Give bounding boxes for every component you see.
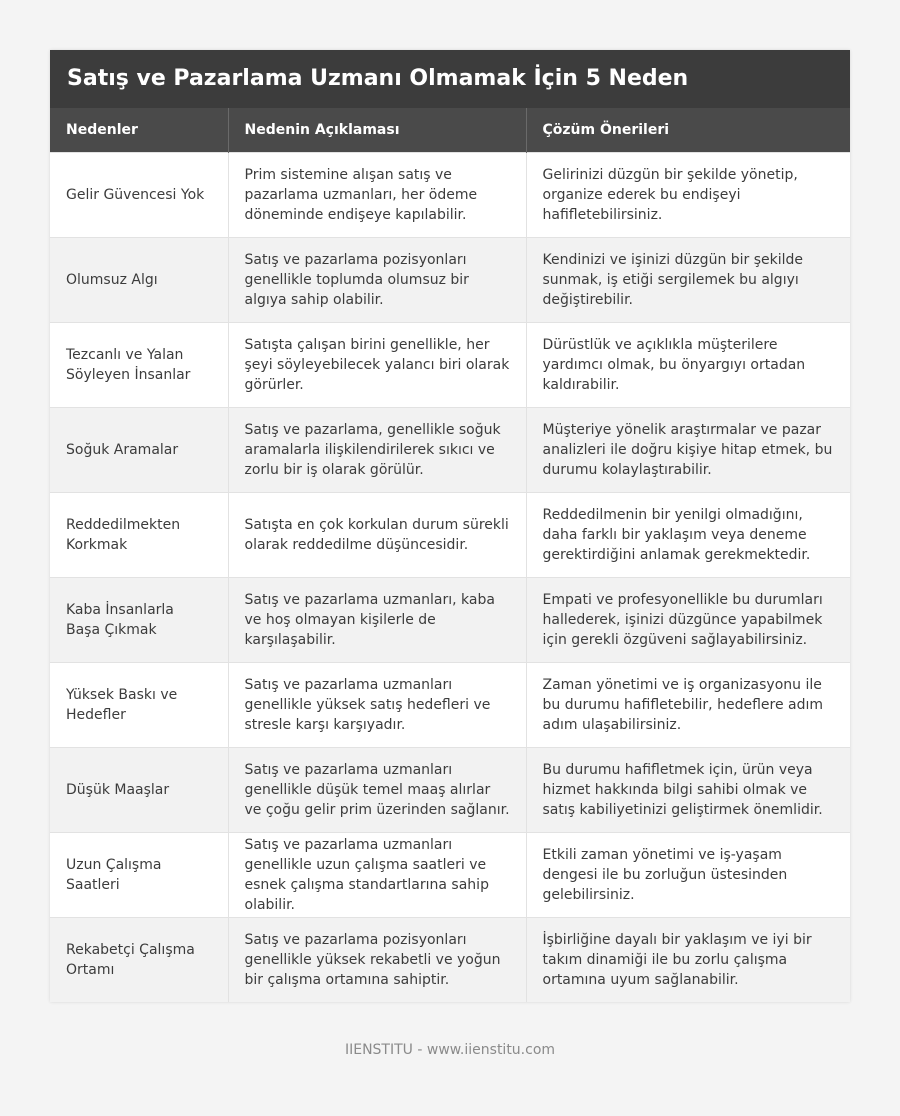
- explanation-cell: Satış ve pazarlama uzmanları genellikle uzun çalışma saatleri ve esnek çalışma standartlarına sahip olabilir.: [228, 832, 526, 917]
- explanation-cell: Satış ve pazarlama uzmanları, kaba ve hoş olmayan kişilerle de karşılaşabilir.: [228, 577, 526, 662]
- reason-cell: Soğuk Aramalar: [50, 407, 228, 492]
- table-row: [50, 577, 850, 662]
- reason-cell: Olumsuz Algı: [50, 237, 228, 322]
- explanation-cell: Prim sistemine alışan satış ve pazarlama uzmanları, her ödeme döneminde endişeye kapılabilir.: [228, 152, 526, 237]
- table-row: [50, 832, 850, 917]
- reason-cell: Gelir Güvencesi Yok: [50, 152, 228, 237]
- header-explanation: Nedenin Açıklaması: [228, 108, 526, 152]
- reason-cell: Kaba İnsanlarla Başa Çıkmak: [50, 577, 228, 662]
- explanation-cell: Satış ve pazarlama pozisyonları genellikle yüksek rekabetli ve yoğun bir çalışma ortamına sahiptir.: [228, 917, 526, 1002]
- explanation-cell: Satış ve pazarlama uzmanları genellikle yüksek satış hedefleri ve stresle karşı karşıyadır.: [228, 662, 526, 747]
- reason-cell: Düşük Maaşlar: [50, 747, 228, 832]
- reason-cell: Yüksek Baskı ve Hedefler: [50, 662, 228, 747]
- solution-cell: Kendinizi ve işinizi düzgün bir şekilde sunmak, iş etiği sergilemek bu algıyı değiştirebilir.: [526, 237, 850, 322]
- reason-cell: Reddedilmekten Korkmak: [50, 492, 228, 577]
- solution-cell: Etkili zaman yönetimi ve iş-yaşam dengesi ile bu zorluğun üstesinden gelebilirsiniz.: [526, 832, 850, 917]
- table-row: [50, 407, 850, 492]
- reason-cell: Uzun Çalışma Saatleri: [50, 832, 228, 917]
- header-row: [50, 108, 850, 152]
- explanation-cell: Satışta çalışan birini genellikle, her şeyi söyleyebilecek yalancı biri olarak görürler.: [228, 322, 526, 407]
- solution-cell: Müşteriye yönelik araştırmalar ve pazar analizleri ile doğru kişiye hitap etmek, bu durumu kolaylaştırabilir.: [526, 407, 850, 492]
- solution-cell: Dürüstlük ve açıklıkla müşterilere yardımcı olmak, bu önyargıyı ortadan kaldırabilir.: [526, 322, 850, 407]
- explanation-cell: Satış ve pazarlama pozisyonları genellikle toplumda olumsuz bir algıya sahip olabilir.: [228, 237, 526, 322]
- explanation-cell: Satışta en çok korkulan durum sürekli olarak reddedilme düşüncesidir.: [228, 492, 526, 577]
- table-card: [50, 50, 850, 1002]
- explanation-cell: Satış ve pazarlama uzmanları genellikle düşük temel maaş alırlar ve çoğu gelir prim üzerinden sağlanır.: [228, 747, 526, 832]
- table-row: [50, 237, 850, 322]
- footer-credit: IIENSTITU - www.iienstitu.com: [344, 1042, 556, 1058]
- solution-cell: Empati ve profesyonellikle bu durumları hallederek, işinizi düzgünce yapabilmek için gerekli özgüveni sağlayabilirsiniz.: [526, 577, 850, 662]
- solution-cell: Gelirinizi düzgün bir şekilde yönetip, organize ederek bu endişeyi hafifletebilirsiniz.: [526, 152, 850, 237]
- reason-cell: Rekabetçi Çalışma Ortamı: [50, 917, 228, 1002]
- solution-cell: Bu durumu hafifletmek için, ürün veya hizmet hakkında bilgi sahibi olmak ve satış kabiliyetinizi geliştirmek önemlidir.: [526, 747, 850, 832]
- table-row: [50, 322, 850, 407]
- explanation-cell: Satış ve pazarlama, genellikle soğuk aramalarla ilişkilendirilerek sıkıcı ve zorlu bir iş olarak görülür.: [228, 407, 526, 492]
- reasons-table: [50, 108, 850, 1002]
- table-row: [50, 492, 850, 577]
- header-solutions: Çözüm Önerileri: [526, 108, 850, 152]
- reason-cell: Tezcanlı ve Yalan Söyleyen İnsanlar: [50, 322, 228, 407]
- table-row: [50, 152, 850, 237]
- table-row: [50, 747, 850, 832]
- table-row: [50, 917, 850, 1002]
- table-row: [50, 662, 850, 747]
- solution-cell: Reddedilmenin bir yenilgi olmadığını, daha farklı bir yaklaşım veya deneme gerektirdiğini anlamak gerekmektedir.: [526, 492, 850, 577]
- solution-cell: İşbirliğine dayalı bir yaklaşım ve iyi bir takım dinamiği ile bu zorlu çalışma ortamına uyum sağlanabilir.: [526, 917, 850, 1002]
- table-title: Satış ve Pazarlama Uzmanı Olmamak İçin 5 Neden: [50, 50, 850, 108]
- solution-cell: Zaman yönetimi ve iş organizasyonu ile bu durumu hafifletebilir, hedeflere adım adım ulaşabilirsiniz.: [526, 662, 850, 747]
- header-reasons: Nedenler: [50, 108, 228, 152]
- table-body: [50, 152, 850, 1002]
